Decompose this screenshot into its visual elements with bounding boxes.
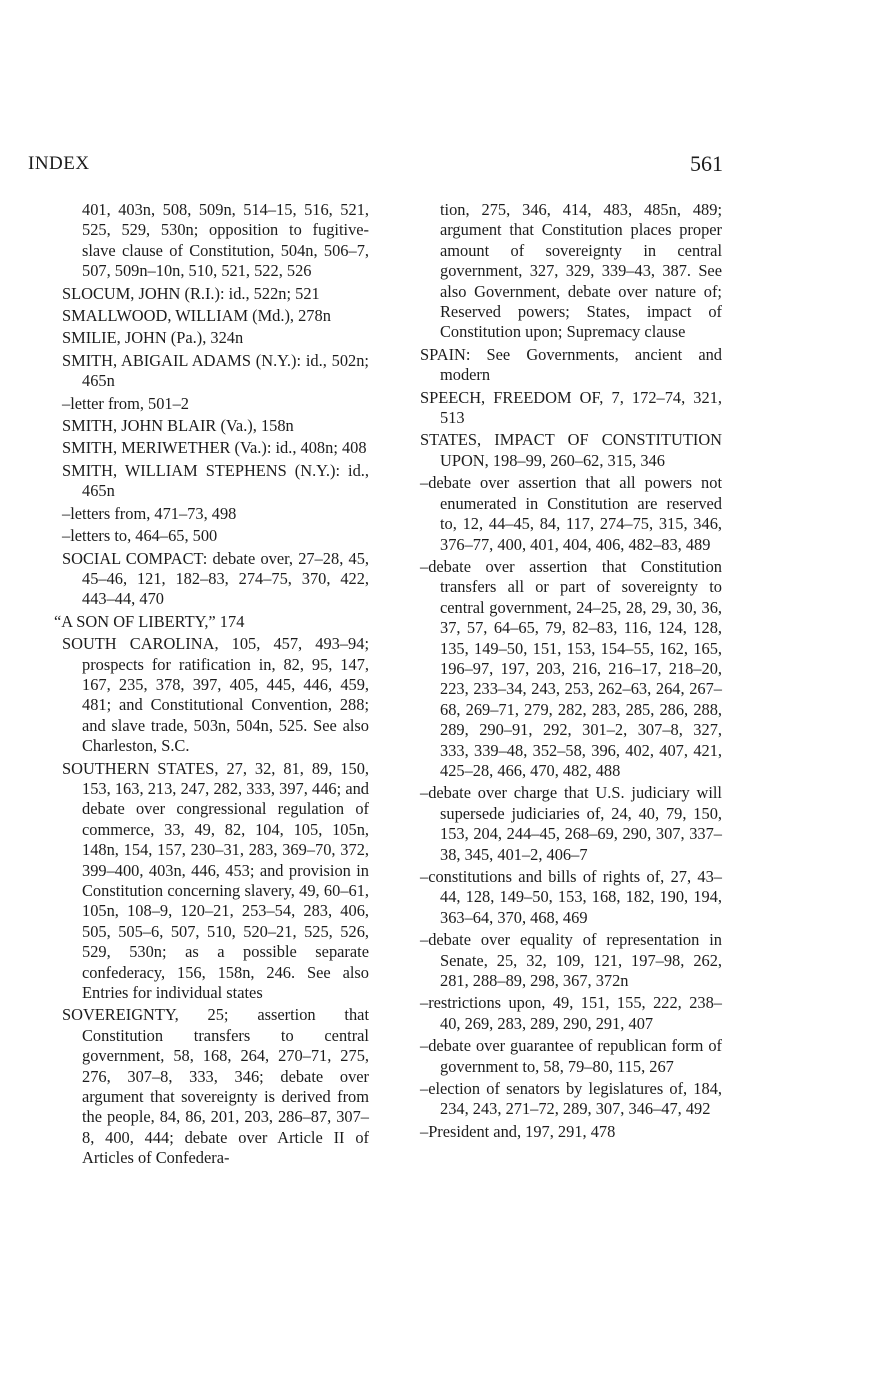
index-subentry: –letters to, 464–65, 500 (62, 526, 218, 546)
index-subentry: –election of senators by legislatures of, 184, 234, 243, 271–72, 289, 307, 346–47, 492 (420, 1079, 722, 1119)
page-number: 561 (690, 151, 723, 176)
index-column-left (54, 200, 369, 1171)
index-subentry: –debate over assertion that Constitution transfers all or part of sovereignty to central government, 24–25, 28, 29, 30, 36, 37, 57, 64–65, 79, 82–83, 116, 124, 128, 135, 149–50, 151, 153, 154–55, 162, 165, 196–97, 197, 203, 216, 216–17, 218–20, 223, 233–34, 243, 253, 262–63, 264, 267–68, 269–71, 279, 282, 283, 285, 286, 288, 289, 290–91, 292, 301–2, 307–8, 327, 333, 339–48, 352–58, 396, 402, 407, 421, 425–28, 466, 470, 482, 488 (420, 556, 722, 780)
index-entry: “A SON OF LIBERTY,” 174 (54, 611, 245, 631)
index-entry: SMITH, WILLIAM STEPHENS (N.Y.): id., 465n (62, 460, 369, 501)
index-subentry: –constitutions and bills of rights of, 27, 43–44, 128, 149–50, 153, 168, 182, 190, 194, 363–64, 370, 468, 469 (420, 867, 722, 927)
index-subentry: –letter from, 501–2 (62, 393, 189, 413)
index-subentry: –President and, 197, 291, 478 (420, 1121, 616, 1141)
index-entry: SOCIAL COMPACT: debate over, 27–28, 45, 45–46, 121, 182–83, 274–75, 370, 422, 443–44, 470 (62, 548, 369, 609)
index-entry: 401, 403n, 508, 509n, 514–15, 516, 521, 525, 529, 530n; opposition to fugitive-slave clause of Constitution, 504n, 506–7, 507, 509n–10n, 510, 521, 522, 526 (82, 200, 369, 281)
index-entry: SOVEREIGNTY, 25; assertion that Constitution transfers to central government, 58, 168, 264, 270–71, 275, 276, 307–8, 333, 346; debate over argument that sovereignty is derived from the people, 84, 86, 201, 203, 286–87, 307–8, 400, 444; debate over Article II of Articles of Confedera- (62, 1005, 369, 1168)
index-subentry: –debate over charge that U.S. judiciary will supersede judiciaries of, 24, 40, 79, 150, 153, 204, 244–45, 268–69, 290, 307, 337–38, 345, 401–2, 406–7 (420, 783, 722, 864)
index-entry: SPEECH, FREEDOM OF, 7, 172–74, 321, 513 (420, 387, 722, 428)
index-entry: SMALLWOOD, WILLIAM (Md.), 278n (62, 306, 331, 326)
index-subentry: –debate over guarantee of republican form of government to, 58, 79–80, 115, 267 (420, 1036, 722, 1076)
index-entry: SMILIE, JOHN (Pa.), 324n (62, 328, 244, 348)
index-column-right (420, 200, 722, 1144)
index-entry: SLOCUM, JOHN (R.I.): id., 522n; 521 (62, 283, 320, 303)
index-subentry: –restrictions upon, 49, 151, 155, 222, 238–40, 269, 283, 289, 290, 291, 407 (420, 993, 722, 1033)
index-subentry: –letters from, 471–73, 498 (62, 503, 237, 523)
index-subentry: –debate over assertion that all powers not enumerated in Constitution are reserved to, 12, 44–45, 84, 117, 274–75, 315, 346, 376–77, 400, 401, 404, 406, 482–83, 489 (420, 473, 722, 554)
index-entry: tion, 275, 346, 414, 483, 485n, 489; argument that Constitution places proper amount of sovereignty in central government, 327, 329, 339–43, 387. See also Government, debate over nature of; Reserved powers; States, impact of Constitution upon; Supremacy clause (440, 200, 722, 342)
index-subentry: –debate over equality of representation in Senate, 25, 32, 109, 121, 197–98, 262, 281, 288–89, 298, 367, 372n (420, 930, 722, 991)
index-entry: SPAIN: See Governments, ancient and modern (420, 344, 722, 385)
index-heading: INDEX (28, 153, 90, 174)
index-entry: SMITH, ABIGAIL ADAMS (N.Y.): id., 502n; 465n (62, 350, 369, 391)
index-entry: SMITH, JOHN BLAIR (Va.), 158n (62, 416, 294, 436)
index-entry: STATES, IMPACT OF CONSTITUTION UPON, 198–99, 260–62, 315, 346 (420, 430, 722, 470)
index-entry: SOUTHERN STATES, 27, 32, 81, 89, 150, 153, 163, 213, 247, 282, 333, 397, 446; and debate over congressional regulation of commerce, 33, 49, 82, 104, 105, 105n, 148n, 154, 157, 230–31, 283, 369–70, 372, 399–400, 403n, 446, 453; and provision in Constitution concerning slavery, 49, 60–61, 105n, 108–9, 120–21, 253–54, 283, 406, 505, 505–6, 507, 510, 520–21, 525, 526, 529, 530n; as a possible separate confederacy, 156, 158n, 246. See also Entries for individual states (62, 758, 369, 1003)
index-entry: SOUTH CAROLINA, 105, 457, 493–94; prospects for ratification in, 82, 95, 147, 167, 235, 378, 397, 405, 445, 446, 459, 481; and Constitutional Convention, 288; and slave trade, 503n, 504n, 525. See also Charleston, S.C. (62, 634, 369, 756)
index-entry: SMITH, MERIWETHER (Va.): id., 408n; 408 (62, 438, 367, 458)
